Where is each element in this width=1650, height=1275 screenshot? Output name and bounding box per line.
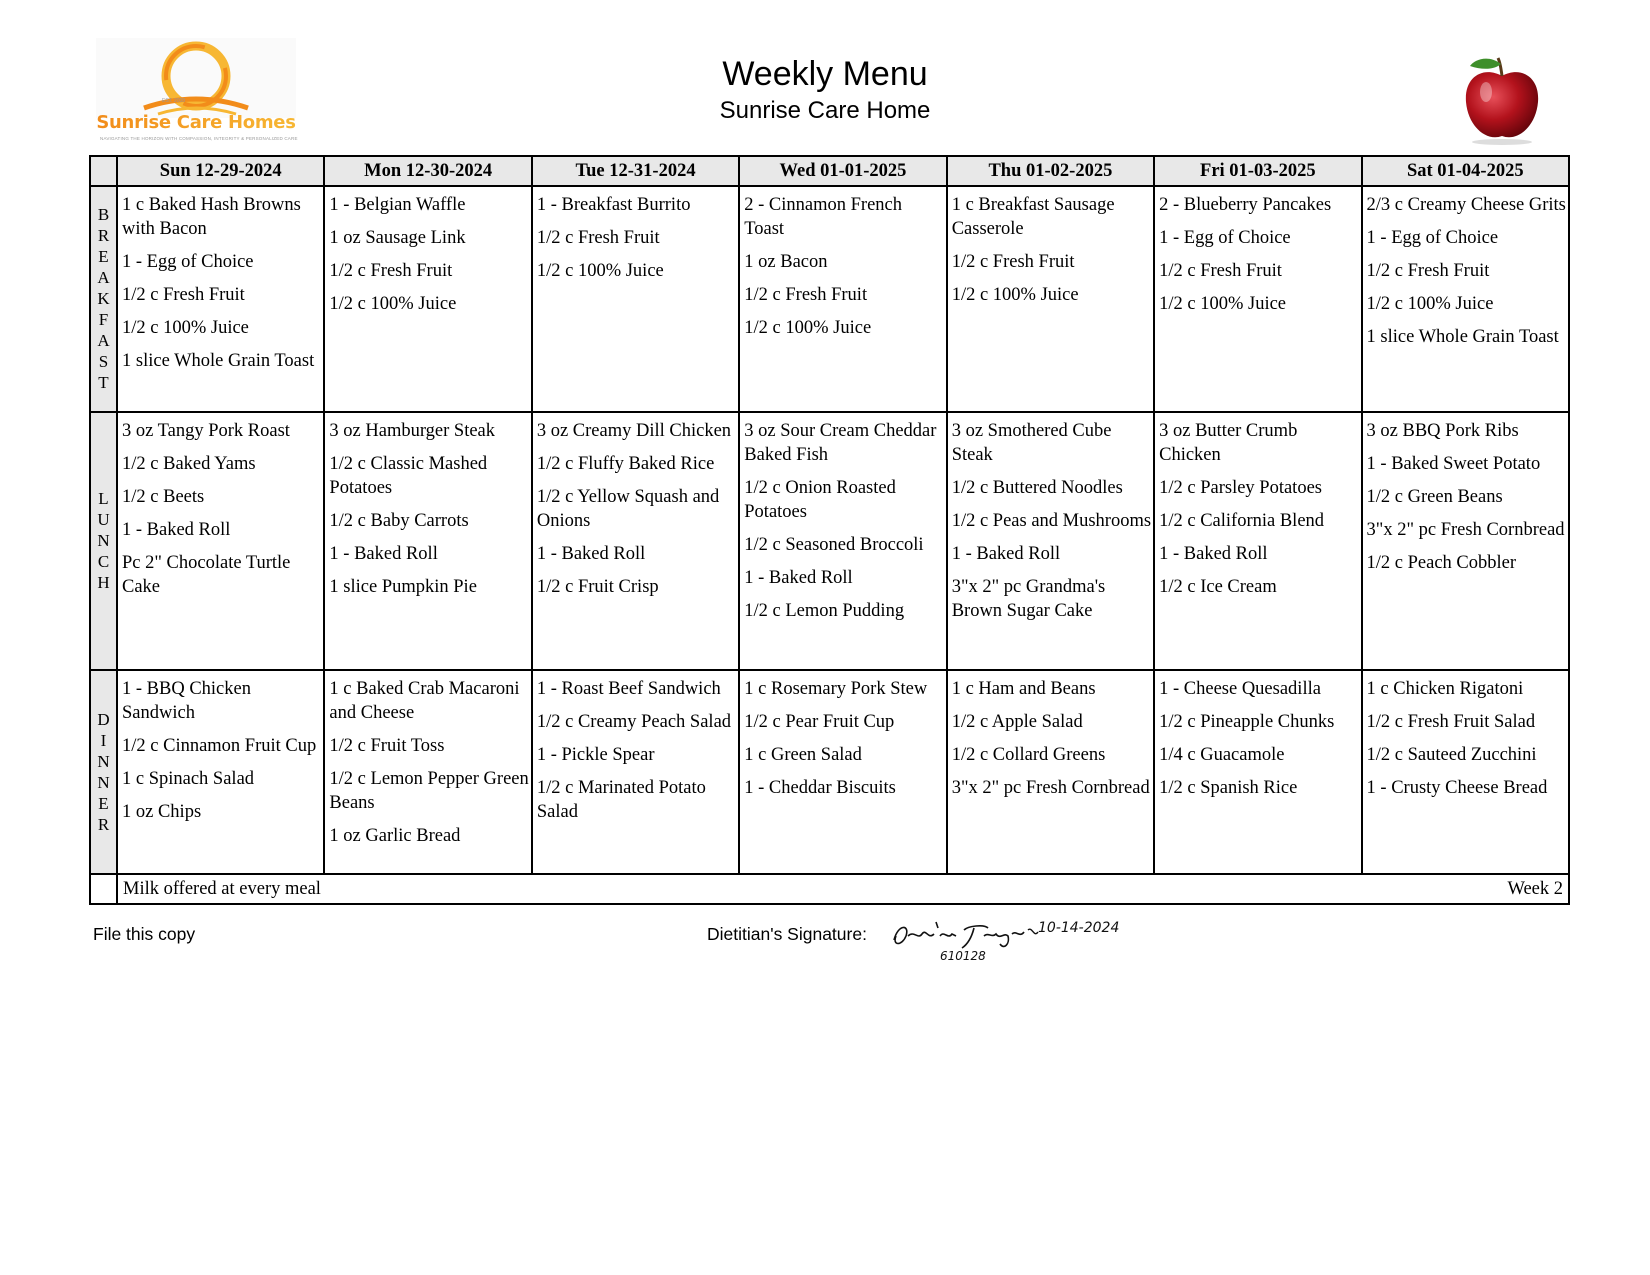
menu-item: 1/2 c Apple Salad: [951, 712, 1083, 732]
menu-item: 1 - Baked Roll: [329, 544, 438, 564]
signature-date: 10-14-2024: [1038, 920, 1120, 936]
menu-item: 1/2 c Beets: [122, 487, 205, 507]
menu-item: 1 c Green Salad: [744, 745, 862, 765]
menu-item: 1 c Spinach Salad: [122, 769, 255, 789]
menu-cell: [947, 186, 1154, 412]
corner-cell: [90, 156, 117, 186]
footer-cell: [117, 874, 1569, 904]
milk-note: Milk offered at every meal: [123, 879, 321, 899]
meal-label-text: LUNCH: [97, 489, 110, 592]
meal-label-text: BREAKFAST: [97, 205, 110, 392]
menu-item: 1/2 c Fresh Fruit: [536, 228, 660, 248]
menu-item: 1 - Roast Beef Sandwich: [536, 679, 721, 699]
menu-cell: [947, 412, 1154, 670]
menu-cell: [532, 186, 739, 412]
menu-item: 1 - Baked Roll: [951, 544, 1061, 564]
day-header: Sun 12-29-2024: [117, 156, 324, 186]
menu-item: 1/2 c Pear Fruit Cup: [744, 712, 895, 732]
menu-cell: [532, 670, 739, 874]
week-label: Week 2: [1507, 879, 1563, 899]
menu-item: 1 - Baked Roll: [122, 520, 231, 540]
menu-cell: [324, 670, 531, 874]
menu-item: 1 oz Garlic Bread: [329, 826, 461, 846]
menu-item: 1/2 c Fresh Fruit: [1366, 261, 1490, 281]
menu-item: 1 - Baked Roll: [536, 544, 646, 564]
apple-icon: [1454, 50, 1550, 146]
menu-item: 1/2 c Yellow Squash and Onions: [536, 487, 720, 531]
menu-cell: [117, 186, 324, 412]
menu-item: 1/2 c Collard Greens: [951, 745, 1106, 765]
signature-id: 610128: [940, 949, 986, 963]
meal-row: [90, 670, 1569, 874]
menu-item: 1/2 c Onion Roasted Potatoes: [744, 478, 896, 522]
menu-item: 1/2 c Buttered Noodles: [951, 478, 1123, 498]
footer-corner: [90, 874, 117, 904]
menu-item: 1/2 c Fluffy Baked Rice: [536, 454, 715, 474]
menu-item: 3 oz Creamy Dill Chicken: [536, 421, 732, 441]
menu-item: 1/2 c Baked Yams: [122, 454, 256, 474]
menu-item: 1/2 c Baby Carrots: [329, 511, 469, 531]
menu-item: 1 - Baked Roll: [744, 568, 853, 588]
menu-item: 1 - Belgian Waffle: [329, 195, 466, 215]
menu-item: 1/2 c Seasoned Broccoli: [744, 535, 924, 555]
menu-item: 1 - Egg of Choice: [122, 252, 254, 272]
meal-label-text: DINNER: [97, 709, 110, 834]
menu-item: 1 - Baked Roll: [1159, 544, 1268, 564]
menu-cell: [1362, 412, 1569, 670]
menu-cell: [947, 670, 1154, 874]
menu-item: 1/2 c 100% Juice: [951, 285, 1079, 305]
menu-cell: [324, 412, 531, 670]
menu-item: 1/2 c 100% Juice: [1366, 294, 1494, 314]
menu-cell: [1154, 670, 1361, 874]
meal-label: [90, 412, 117, 670]
menu-cell: [739, 412, 946, 670]
menu-item: 1/2 c Lemon Pepper Green Beans: [329, 769, 529, 813]
menu-cell: [1362, 670, 1569, 874]
menu-item: 1 slice Whole Grain Toast: [122, 351, 315, 371]
menu-item: 3 oz Tangy Pork Roast: [122, 421, 290, 441]
day-header-row: [90, 156, 1569, 186]
menu-item: 1/2 c Cinnamon Fruit Cup: [122, 736, 317, 756]
menu-item: 1 c Baked Hash Browns with Bacon: [122, 195, 301, 239]
logo-badge: EST. 2008: [162, 98, 186, 104]
menu-item: 1 - Breakfast Burrito: [536, 195, 691, 215]
menu-item: 1/2 c 100% Juice: [329, 294, 457, 314]
menu-item: 1/2 c Fresh Fruit: [951, 252, 1075, 272]
menu-item: 1/2 c Lemon Pudding: [744, 601, 905, 621]
title-block: [0, 54, 1650, 126]
menu-item: 1 - Cheddar Biscuits: [744, 778, 896, 798]
menu-item: 1/2 c Ice Cream: [1159, 577, 1277, 597]
menu-item: 1/4 c Guacamole: [1159, 745, 1285, 765]
menu-item: 1 c Ham and Beans: [951, 679, 1096, 699]
footer-row: [90, 874, 1569, 904]
menu-cell: [324, 186, 531, 412]
menu-item: 1 - Baked Sweet Potato: [1366, 454, 1541, 474]
day-header: Thu 01-02-2025: [947, 156, 1154, 186]
menu-item: 1/2 c 100% Juice: [122, 318, 249, 338]
menu-item: 1/2 c Fresh Fruit: [744, 285, 868, 305]
meal-row: [90, 412, 1569, 670]
menu-item: 1/2 c Pineapple Chunks: [1159, 712, 1335, 732]
menu-item: 1 oz Bacon: [744, 252, 828, 272]
menu-item: 1/2 c California Blend: [1159, 511, 1325, 531]
menu-item: 1 slice Pumpkin Pie: [329, 577, 477, 597]
menu-item: 1/2 c Fresh Fruit: [122, 285, 245, 305]
file-copy-note: File this copy: [93, 924, 196, 944]
menu-item: 1/2 c Fresh Fruit: [329, 261, 453, 281]
menu-item: 1 oz Sausage Link: [329, 228, 466, 248]
menu-item: 1/2 c Green Beans: [1366, 487, 1503, 507]
day-header: Wed 01-01-2025: [739, 156, 946, 186]
menu-item: 1 c Baked Crab Macaroni and Cheese: [329, 679, 520, 723]
menu-cell: [1154, 412, 1361, 670]
dietitian-signature: [888, 906, 1120, 963]
menu-item: 1/2 c Classic Mashed Potatoes: [329, 454, 488, 498]
menu-cell: [117, 670, 324, 874]
meal-label: [90, 670, 117, 874]
menu-item: 1 - Crusty Cheese Bread: [1366, 778, 1548, 798]
day-header: Fri 01-03-2025: [1154, 156, 1361, 186]
day-header: Sat 01-04-2025: [1362, 156, 1569, 186]
menu-table: [89, 155, 1570, 905]
day-header: Tue 12-31-2024: [532, 156, 739, 186]
menu-item: 1 - Pickle Spear: [536, 745, 655, 765]
menu-cell: [532, 412, 739, 670]
menu-item: 1 c Chicken Rigatoni: [1366, 679, 1524, 699]
menu-item: 2 - Cinnamon French Toast: [744, 195, 903, 239]
menu-item: 2/3 c Creamy Cheese Grits: [1366, 195, 1566, 215]
menu-cell: [1362, 186, 1569, 412]
menu-item: 1/2 c Fresh Fruit: [1159, 261, 1282, 281]
meal-row: [90, 186, 1569, 412]
menu-item: 1/2 c Parsley Potatoes: [1159, 478, 1322, 498]
menu-item: 3"x 2" pc Fresh Cornbread: [1366, 520, 1565, 540]
menu-item: 1 slice Whole Grain Toast: [1366, 327, 1559, 347]
menu-cell: [739, 186, 946, 412]
menu-item: Pc 2" Chocolate Turtle Cake: [122, 553, 291, 597]
menu-item: 3"x 2" pc Fresh Cornbread: [951, 778, 1150, 798]
menu-item: 3 oz Hamburger Steak: [329, 421, 496, 441]
meal-label: [90, 186, 117, 412]
menu-item: 1/2 c 100% Juice: [536, 261, 664, 281]
menu-item: 3 oz Smothered Cube Steak: [951, 421, 1112, 465]
menu-item: 3 oz Butter Crumb Chicken: [1159, 421, 1298, 465]
page-subtitle: Sunrise Care Home: [719, 97, 931, 124]
menu-item: 1/2 c Fresh Fruit Salad: [1366, 712, 1536, 732]
menu-item: 1 - Egg of Choice: [1159, 228, 1291, 248]
menu-item: 1/2 c Marinated Potato Salad: [536, 778, 706, 822]
menu-item: 1/2 c Fruit Crisp: [536, 577, 659, 597]
day-header: Mon 12-30-2024: [324, 156, 531, 186]
menu-item: 1/2 c Fruit Toss: [329, 736, 445, 756]
menu-item: 1 c Rosemary Pork Stew: [744, 679, 928, 699]
menu-item: 1/2 c 100% Juice: [744, 318, 872, 338]
menu-item: 1/2 c Spanish Rice: [1159, 778, 1298, 798]
menu-item: 1/2 c Sauteed Zucchini: [1366, 745, 1537, 765]
menu-item: 1 c Breakfast Sausage Casserole: [951, 195, 1115, 239]
menu-item: 1 oz Chips: [122, 802, 202, 822]
menu-item: 2 - Blueberry Pancakes: [1159, 195, 1332, 215]
menu-cell: [739, 670, 946, 874]
menu-cell: [1154, 186, 1361, 412]
menu-item: 3 oz BBQ Pork Ribs: [1366, 421, 1519, 441]
menu-item: 1/2 c Peas and Mushrooms: [951, 511, 1152, 531]
logo-tagline: NAVIGATING THE HORIZON WITH COMPASSION, INTEGRITY & PERSONALIZED CARE: [100, 136, 298, 141]
menu-item: 3"x 2" pc Grandma's Brown Sugar Cake: [951, 577, 1106, 621]
page-title: Weekly Menu: [722, 55, 928, 93]
menu-item: 1 - BBQ Chicken Sandwich: [122, 679, 251, 723]
menu-cell: [117, 412, 324, 670]
menu-item: 1/2 c Creamy Peach Salad: [536, 712, 732, 732]
menu-item: 1 - Egg of Choice: [1366, 228, 1499, 248]
menu-item: 1/2 c Peach Cobbler: [1366, 553, 1517, 573]
menu-item: 1/2 c 100% Juice: [1159, 294, 1287, 314]
signature-label: Dietitian's Signature:: [707, 924, 867, 944]
logo-text: Sunrise Care Homes: [96, 112, 296, 133]
menu-item: 3 oz Sour Cream Cheddar Baked Fish: [744, 421, 937, 465]
menu-item: 1 - Cheese Quesadilla: [1159, 679, 1321, 699]
